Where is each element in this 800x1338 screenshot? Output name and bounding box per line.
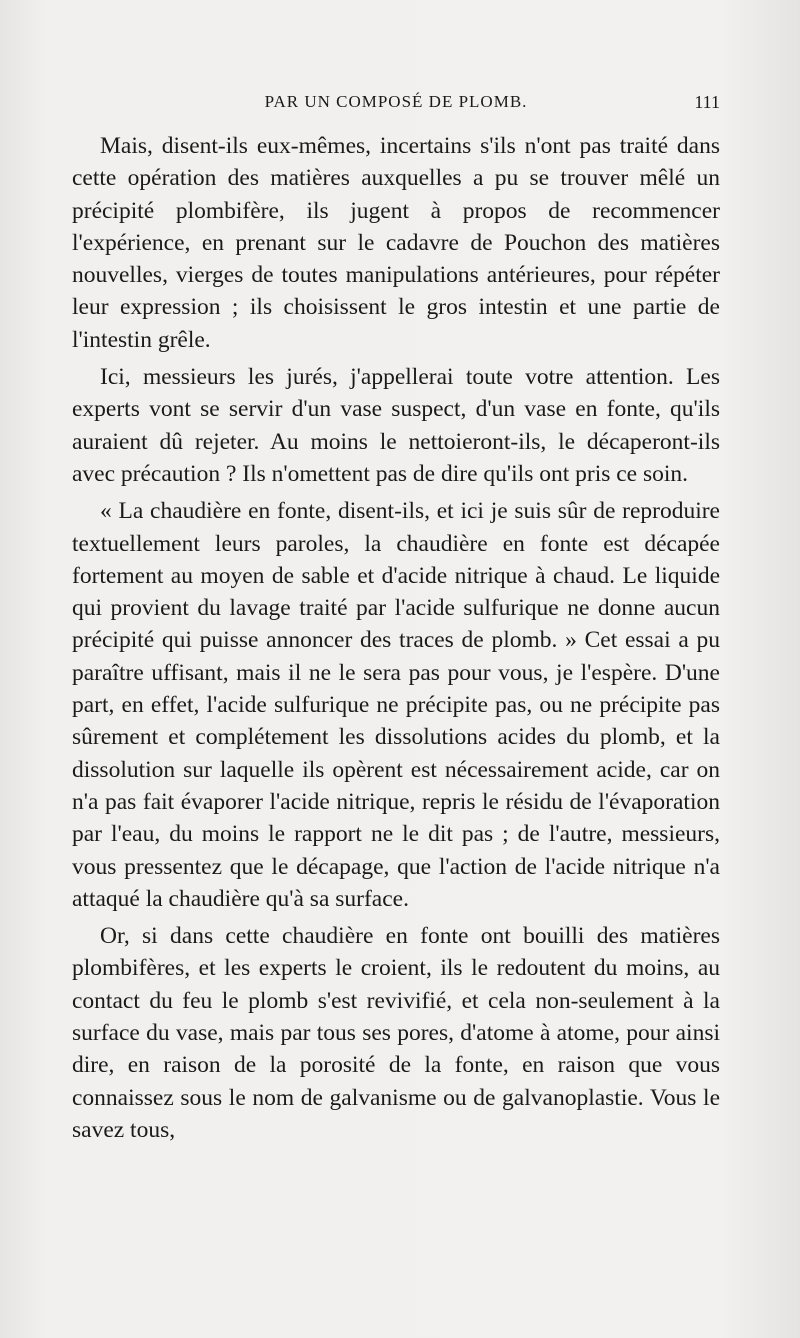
paragraph-4: Or, si dans cette chaudière en fonte ont bouilli des matières plombifères, et les experts le croient, ils le redoutent du moins, au contact du feu le plomb s'est revivifié, et cela non-seulement à la surface du vase, mais par tous ses pores, d'atome à atome, pour ainsi dire, en raison de la porosité de la fonte, en raison que vous connaissez sous le nom de galvanisme ou de galvanoplastie. Vous le savez tous, <box>72 923 720 1143</box>
paragraph-2: Ici, messieurs les jurés, j'appellerai toute votre attention. Les experts vont se servir d'un vase suspect, d'un vase en fonte, qu'ils auraient dû rejeter. Au moins le nettoieront-ils, le décaperont-ils avec précaution ? Ils n'omettent pas de dire qu'ils ont pris ce soin. <box>72 364 720 487</box>
page-header <box>72 92 720 116</box>
paragraph-3: « La chaudière en fonte, disent-ils, et ici je suis sûr de reproduire textuellement leurs paroles, la chaudière en fonte est décapée fortement au moyen de sable et d'acide nitrique à chaud. Le liquide qui provient du lavage traité par l'acide sulfurique ne donne aucun précipité qui puisse annoncer des traces de plomb. » Cet essai a pu paraître uffisant, mais il ne le sera pas pour vous, je l'espère. D'une part, en effet, l'acide sulfurique ne précipite pas, ou ne précipite pas sûrement et complétement les dissolutions acides du plomb, et la dissolution sur laquelle ils opèrent est nécessairement acide, car on n'a pas fait évaporer l'acide nitrique, repris le résidu de l'évaporation par l'eau, du moins le rapport ne le dit pas ; de l'autre, messieurs, vous pressentez que le décapage, que l'action de l'acide nitrique n'a attaqué la chaudière qu'à sa surface. <box>72 498 720 912</box>
paragraph-1: Mais, disent-ils eux-mêmes, incertains s'ils n'ont pas traité dans cette opération des matières auxquelles a pu se trouver mêlé un précipité plombifère, ils jugent à propos de recommencer l'expérience, en prenant sur le cadavre de Pouchon des matières nouvelles, vierges de toutes manipulations antérieures, pour répéter leur expression ; ils choisissent le gros intestin et une partie de l'intestin grêle. <box>72 133 720 353</box>
running-head: PAR UN COMPOSÉ DE PLOMB. <box>264 92 528 111</box>
page-number: 111 <box>694 92 720 112</box>
body-text <box>72 130 720 1151</box>
